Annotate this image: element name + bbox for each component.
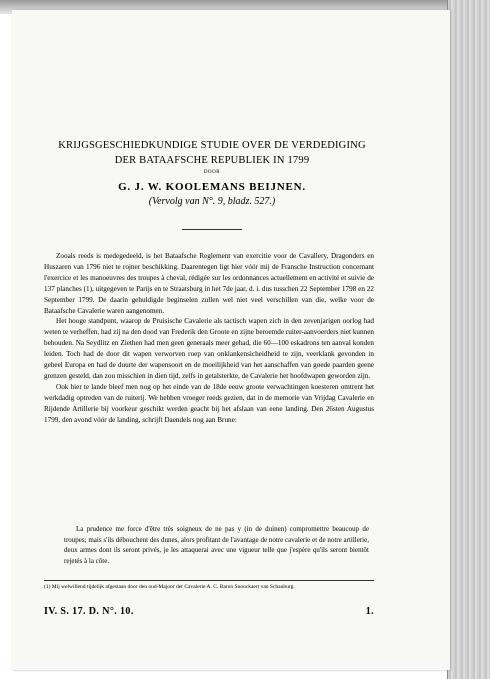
signature-line (44, 606, 374, 617)
book-page-edges (447, 0, 490, 679)
door-label: DOOR (203, 170, 221, 175)
paragraph-1: Zooals reeds is medegedeeld, is het Bataafsche Reglement van exercitie voor de Cavallery, Dragonders en Huszaren van 1796 niet te rojner beschikking. Daarentegen ligt hier vóór mij de Fransche Instruction concernant l'exercice et les manoeuvres des troupes à cheval, rédigée sur les ordonnances actuellement en activité et suivie de 137 planches (1), uitgegeven te Parijs en te Straatsburg in het 7de jaar, d. i. dus tusschen 22 September 1798 en 22 September 1799. De daarin gehuldigde beginselen zullen wel niet veel verschillen van die, welke voor de Bataafsche Cavalerie waren aangenomen. (44, 252, 374, 315)
body-text (44, 251, 374, 426)
footnote-rule (44, 580, 374, 581)
paragraph-3: Ook hier te lande bleef men nog op het einde van de 18de eeuw groote verwachtingen koesteren omtrent het werkdadig optreden van de ruiterij. We hebben vroeger reeds gezien, dat in de memorie van Vrijdag Cavalerie en Rijdende Artillerie bij voorkeur geschikt werden geacht bij het afslaan van eene landing. Den 26sten Augustus 1799, den avond vóór de landing, schrijft Daendels nog aan Brune: (44, 382, 374, 424)
title-rule (182, 229, 242, 230)
article-title (42, 138, 382, 168)
quote-text: La prudence me force d'être très soigneux de ne pas y (in de duinen) compromettre beaucoup de troupes; mais s'ils débouchent des dunes, alors profitant de l'avantage de notre cavalerie et de notre artillerie, deux armes dont ils seront privés, je les attaquerai avec une vigueur telle que j'espère qu'ils seront bientôt rejetés à la côte. (64, 525, 369, 565)
signature-number: 1. (365, 606, 374, 617)
french-quote (64, 524, 369, 566)
book-page (12, 10, 450, 670)
footnote: (1) Mij welwillend tijdelijk afgestaan door den oud-Majoor der Cavalerie A. C. Baron Snouckaert van Schauburg. (44, 584, 295, 590)
author-name: G. J. W. KOOLEMANS BEIJNEN. (118, 181, 306, 193)
title-line-1: KRIJGSGESCHIEDKUNDIGE STUDIE OVER DE VERDEDIGING (58, 140, 366, 151)
continuation-note: (Vervolg van N°. 9, bladz. 527.) (148, 196, 276, 207)
paragraph-2: Het hooge standpunt, waarop de Pruisische Cavalerie als tactisch wapen zich in den zevenjarigen oorlog had weten te verheffen, had zij na den dood van Frederik den Groote en zijne beroemde ruiter-aanvoerders niet kunnen behouden. Na Seydlitz en Ziethen had men geen generaals meer gehad, die 60—100 eskadrons ten aanval konden leiden. Toch had de door dit wapen verworven roep van onklankensicheidheid te zijn, veerklank gevonden in geheel Europa en had de duurte der wapensoort en de moeilijkheid van het aanschaffen van goede paarden geene grenzen gesteld, dan zou misschien in dien tijd, zelfs in getalsterkte, de Cavalerie het hoofdwapen geworden zijn. (44, 317, 374, 380)
signature-mark: IV. S. 17. D. N°. 10. (44, 606, 134, 617)
title-line-2: DER BATAAFSCHE REPUBLIEK IN 1799 (114, 155, 310, 166)
